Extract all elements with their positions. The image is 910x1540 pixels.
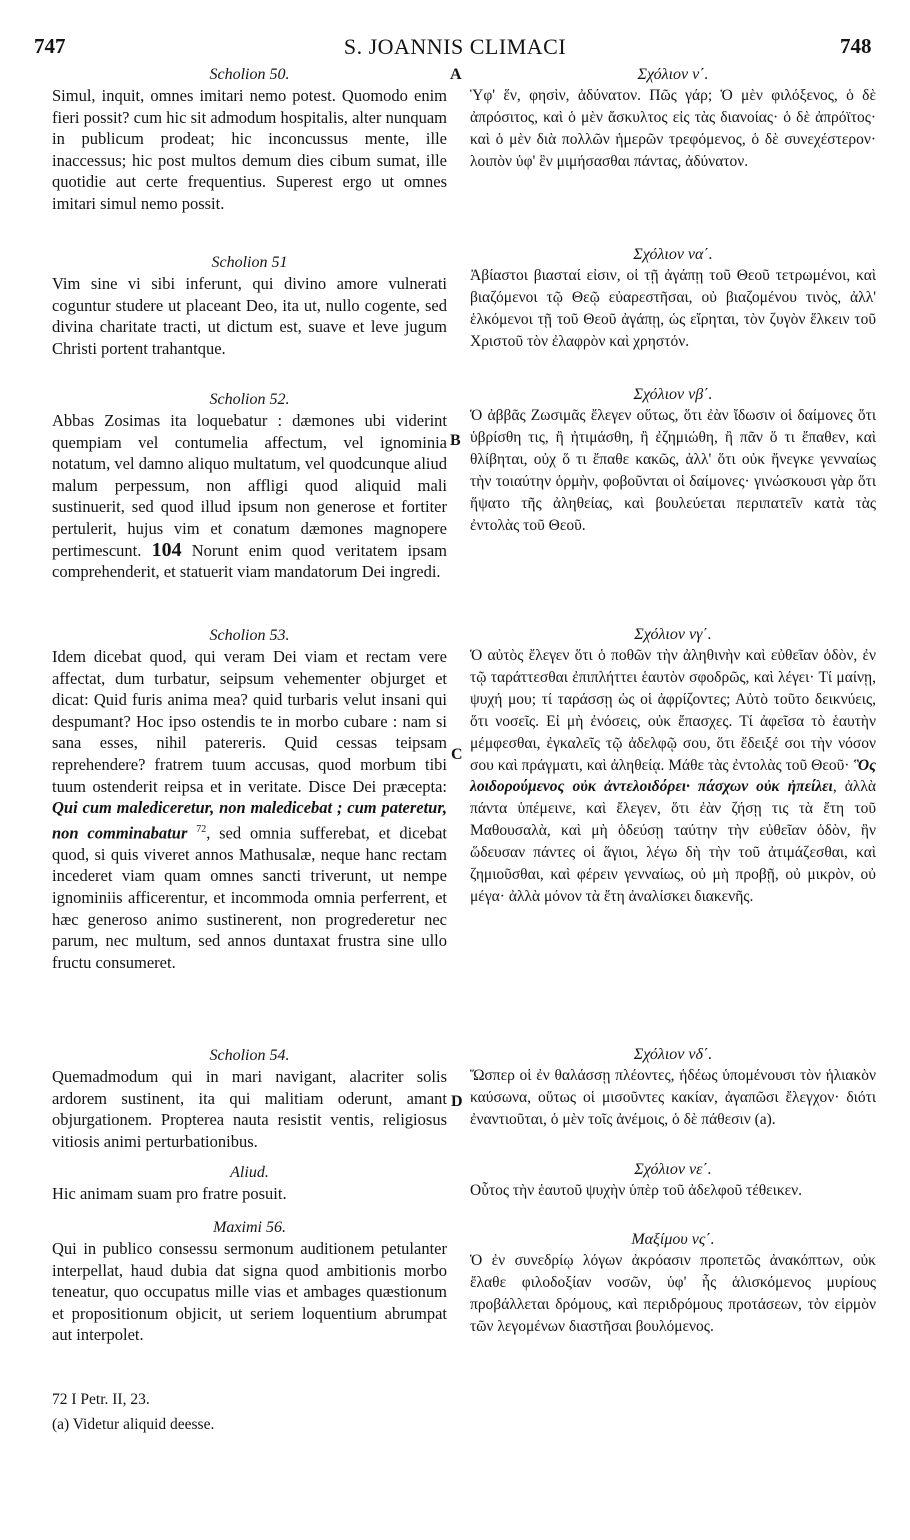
section-text [52, 410, 447, 583]
text-part: Ὁ αὐτὸς ἔλεγεν ὅτι ὁ ποθῶν τὴν ἀληθινὴν καὶ εὐθεῖαν ὁδὸν, ἐν τῷ ταράττεσθαι ἐπιπλήττει ἑαυτὸν σφοδρῶς, καὶ λέγει· Τί μαίνῃ, ψυχή μου; τί ταράσσῃ ὡς οἱ ἀφρίζοντες; Αὐτὸ τοῦτο δεικνύεις, ὅτι νοσεῖς. Εἰ μὴ ἐνόσεις, οὐκ ἔπασχες. Τί ἀφεῖσα τὸ ἑαυτὴν μέμφεσθαι, ἐγκαλεῖς τῷ ἀδελφῷ σου, ὅτι ἔδειξέ σοι τὴν νόσον σου καὶ πράγματι, καὶ ἀληθείᾳ. Μάθε τὰς ἐντολὰς τοῦ Θεοῦ· [470, 647, 876, 774]
latin-maximi-56 [52, 1217, 447, 1387]
section-text: Ὥσπερ οἱ ἐν θαλάσσῃ πλέοντες, ἡδέως ὑπομένουσι τὸν ἡλιακὸν καύσωνα, οὕτως οἱ μισοῦντες κακίαν, ἀγαπῶσι ἔλεγχον· διότι ἐναντιοῦται, ὁ μὲν τοῖς ἀνέμοις, ὁ δὲ πάθεσιν (a). [470, 1067, 876, 1128]
latin-scholion-53 [52, 625, 447, 1045]
greek-scholion-51 [470, 244, 876, 384]
section-text: Ὑφ' ἕν, φησὶν, ἀδύνατον. Πῶς γάρ; Ὁ μὲν φιλόξενος, ὁ δὲ ἀπρόσιτος, καὶ ὁ μὲν ἄσκυλτος εἰς τὰς διανοίας· ὁ δὲ ἀπρόϊτος· καὶ ὁ μὲν διὰ πολλῶν ἡμερῶν τρεφόμενος, ὁ δὲ συνεχέστερον· λοιπὸν ὑφ' ἓν μιμήσασθαι πάντας, ἀδύνατον. [470, 87, 876, 170]
section-text: Οὗτος τὴν ἑαυτοῦ ψυχὴν ὑπὲρ τοῦ ἀδελφοῦ τέθεικεν. [470, 1182, 803, 1199]
section-text: Hic animam suam pro fratre posuit. [52, 1184, 287, 1203]
section-text [470, 645, 876, 908]
latin-scholion-52 [52, 389, 447, 625]
margin-marker-c: C [451, 746, 463, 763]
greek-scholion-52 [470, 384, 876, 624]
scripture-quote: Qui cum malediceretur, non maledicebat ; cum pateretur, non comminabatur [52, 798, 447, 843]
greek-scholion-50 [470, 64, 876, 244]
section-text: Quemadmodum qui in mari navigant, alacriter solis ardorem sustinent, ita qui malitiam oderunt, amant objurgationem. Propterea nauta resistit ventis, religiosus vitiosis animi perturbationibus. [52, 1067, 447, 1151]
section-text: Simul, inquit, omnes imitari nemo potest. Quomodo enim fieri possit? cum hic sit admodum hospitalis, alter nunquam in publicum prodeat; hic inconcussus mente, ille inaccessus; hic post multos demum dies cibum sumat, ille quotidie aut certe frequentius. Superest ergo ut omnes imitari simul nemo possit. [52, 86, 447, 213]
section-text: Qui in publico consessu sermonum auditionem petulanter interpellat, haud dubia dat signa quod ambitionis morbo teneatur, quo occupatus mille vias et ambages quæstionum et propositionum objicit, ut seriem loquentium abrumpat aut interpolet. [52, 1239, 447, 1345]
section-heading: Σχόλιον νδ΄. [633, 1046, 713, 1063]
greek-maximi-56 [470, 1229, 876, 1338]
margin-marker-a: A [450, 66, 462, 83]
section-text: Vim sine vi sibi inferunt, qui divino amore vulnerati coguntur studere ut placeant Deo, ita ut, nullo cogente, sed divina charitate tracti, ut dictum est, suave et leve jugum Christi portent trahantque. [52, 274, 447, 358]
footnote-ref: 72 [196, 823, 207, 835]
scripture-quote: Ὃς λοιδορούμενος οὐκ ἀντελοιδόρει· πάσχων οὐκ ἠπείλει [470, 756, 877, 796]
column-number: 104 [151, 538, 182, 561]
section-heading: Σχόλιον νβ΄. [633, 386, 713, 403]
footnote: 72 I Petr. II, 23. [52, 1391, 150, 1408]
text-part: , ἀλλὰ πάντα ὑπέμεινε, καὶ ἔλεγεν, ὅτι ἐὰν ζήσῃ τις τὰ ἔτη τοῦ Μαθουσαλὰ, καὶ μὴ ὁδεύσῃ ταύτην τὴν εὐθεῖαν ὁδὸν, ἣν ὥδευσαν πάντες οἱ ἅγιοι, λέγω δὴ τὴν τοῦ ἀτιμάζεσθαι, καὶ ζημιοῦσθαι, καὶ φέρειν γενναίως, οὐ μὴ προβῇ, οὐ μικρὸν, οὐ μέγα· ἀλλὰ μόνον τὰ ἔτη ἀναλίσκει διακενῆς. [470, 778, 876, 905]
section-heading: Σχόλιον ν΄. [637, 66, 709, 83]
text-part: Idem dicebat quod, qui veram Dei viam et rectam vere affectat, dum turbatur, seipsum vehementer objurget et dicat: Quid furis anima mea? quid turbaris velut insani qui despumant? Hoc ipso ostendis te in morbo cubare : nam si sana esses, nihil patereris. Quid cessas teipsam reprehendere? fratrem tuum accusas, quod morbum tibi tuum ostenderit reipsa et in veritate. Disce Dei præcepta: [52, 647, 447, 796]
latin-aliud [52, 1162, 447, 1217]
running-title: S. JOANNIS CLIMACI [343, 34, 567, 59]
page-number-left: 747 [34, 34, 66, 58]
section-heading: Σχόλιον να΄. [633, 246, 713, 263]
section-heading: Scholion 51 [211, 254, 288, 271]
section-text: Ὁ ἐν συνεδρίῳ λόγων ἀκρόασιν προπετῶς ἀνακόπτων, οὐκ ἔλαθε φιλοδοξίαν νοσῶν, ὑφ' ἧς ἁλισκόμενος μυρίους προβάλλεται δρόμους, καὶ περιδρόμους προτάσεων, τὸν εἱρμὸν τῶν λεγομένων διαστῆσαι βουλόμενος. [470, 1252, 876, 1335]
section-heading: Scholion 52. [209, 391, 290, 408]
latin-scholion-51 [52, 252, 447, 389]
section-heading: Scholion 53. [209, 627, 290, 644]
latin-scholion-50 [52, 64, 447, 252]
text-part: Abbas Zosimas ita loquebatur : dæmones ubi viderint quempiam vel contumelia affectum, vel ignominia notatum, vel damno aliquo multatum, vel quodcunque aliud malum perpessum, non affligi quod aliquid mali sustinuerit, sed quod illud ipsum non generose et fortiter pertulerit, hujus vim et conatum dæmones magnopere pertimescunt. [52, 411, 447, 560]
text-part: Norunt enim quod veritatem ipsam comprehenderit, et statuerit viam mandatorum Dei ingredi. [52, 540, 448, 582]
section-heading: Μαξίμου νς΄. [631, 1231, 715, 1248]
section-heading: Σχόλιον νε΄. [634, 1161, 712, 1178]
latin-column [52, 64, 447, 1437]
section-text: Ὁ ἀββᾶς Ζωσιμᾶς ἔλεγεν οὕτως, ὅτι ἐὰν ἴδωσιν οἱ δαίμονες ὅτι ὑβρίσθη τις, ἢ ἠτιμάσθη, ἢ ἐζημιώθη, ἢ πᾶν ὅ τι ἔπαθεν, καὶ θλίβηται, οὐχ ὅ τι ἔπαθε κακῶς, ἀλλ' ὅτι οὐκ ἤνεγκε γενναίως τὴν τοιαύτην ὁρμὴν, φοβοῦνται οἱ δαίμονες· γινώσκουσι γὰρ ὅτι ἥψατο τῆς ἀληθείας, καὶ βουλεύεται περιπατεῖν κατὰ τὰς ἐντολὰς τοῦ Θεοῦ. [470, 407, 876, 534]
footnote: (a) Videtur aliquid deesse. [52, 1416, 215, 1433]
section-text [52, 646, 447, 973]
text-part: , sed omnia sufferebat, et dicebat quod, si quis viveret annos Mathusalæ, neque hanc rectam incederet viam quam omnes sancti triverunt, ut nempe ignominiis afficerentur, et incommoda omnia perferrent, et hæc generoso animo sustinerent, non progrederetur nec parum, nec multum, sed annos duntaxat frustra sine ullo fructu consumeret. [52, 823, 447, 972]
page-number-right: 748 [840, 34, 872, 58]
greek-scholion-55 [470, 1159, 876, 1229]
section-heading: Scholion 50. [209, 66, 290, 83]
margin-marker-d: D [451, 1093, 463, 1110]
section-text: Ἀβίαστοι βιασταί εἰσιν, οἱ τῇ ἀγάπῃ τοῦ Θεοῦ τετρωμένοι, καὶ βιαζόμενοι τῷ Θεῷ εὐαρεστῆσαι, οὐ βιαζομένου τινὸς, ἀλλ' ἑλκόμενοι τῇ τοῦ Θεοῦ ἀγάπῃ, ὡς εἴρηται, τὸν ζυγὸν ἕλκειν τοῦ Χριστοῦ τὸν ἐλαφρὸν καὶ χρηστόν. [470, 267, 876, 350]
greek-column [470, 64, 876, 1338]
section-heading: Σχόλιον νγ΄. [634, 626, 712, 643]
greek-scholion-53 [470, 624, 876, 1044]
margin-marker-b: B [450, 432, 461, 449]
latin-scholion-54 [52, 1045, 447, 1162]
greek-scholion-54 [470, 1044, 876, 1159]
section-heading: Maximi 56. [213, 1219, 286, 1236]
section-heading: Scholion 54. [209, 1047, 290, 1064]
section-heading: Aliud. [230, 1164, 269, 1181]
